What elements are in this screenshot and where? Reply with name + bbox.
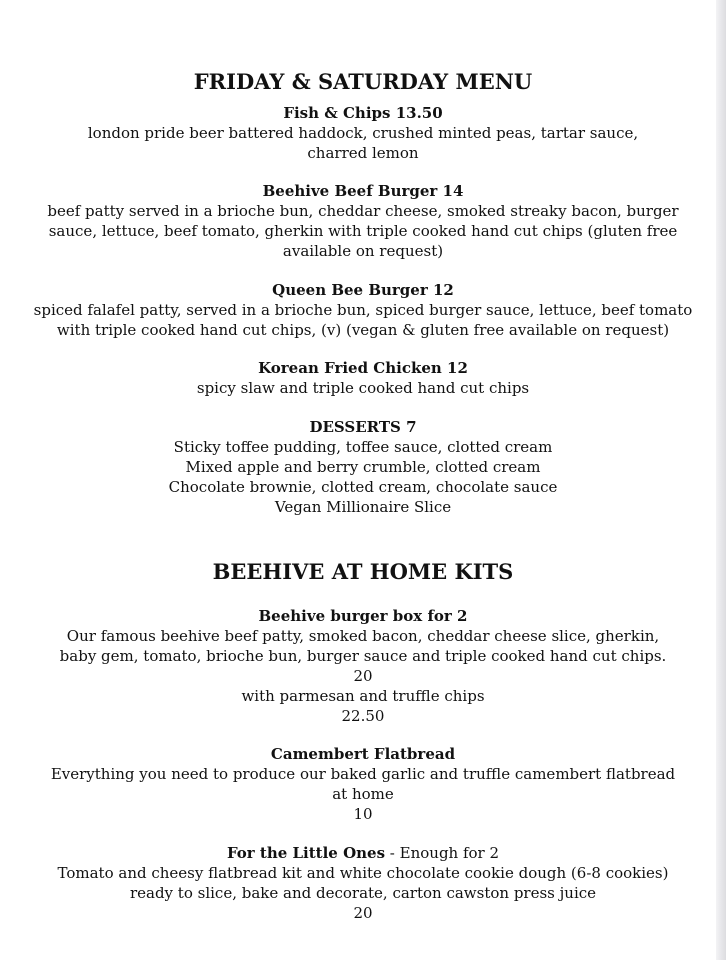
item-description-line: charred lemon — [307, 144, 419, 162]
item-price: 10 — [353, 805, 373, 823]
dessert-line: Chocolate brownie, clotted cream, chocolate sauce — [168, 478, 558, 496]
item-description-line: at home — [332, 785, 394, 803]
item-description-line: baby gem, tomato, brioche bun, burger sauce and triple cooked hand cut chips. — [59, 647, 667, 665]
item-description-line: ready to slice, bake and decorate, carton cawston press juice — [129, 884, 597, 902]
item-description-line: Our famous beehive beef patty, smoked bacon, cheddar cheese slice, gherkin, — [66, 627, 660, 645]
item-title-suffix: - Enough for 2 — [385, 844, 500, 862]
kit-item-burger-box — [0, 606, 716, 726]
item-title — [0, 843, 716, 863]
dessert-line: Vegan Millionaire Slice — [274, 498, 452, 516]
item-description-line: sauce, lettuce, beef tomato, gherkin with triple cooked hand cut chips (gluten free — [48, 222, 678, 240]
item-price: 20 — [353, 904, 373, 922]
item-title: Beehive Beef Burger 14 — [262, 182, 464, 200]
menu-title: FRIDAY & SATURDAY MENU — [193, 69, 533, 94]
dessert-line: Sticky toffee pudding, toffee sauce, clotted cream — [173, 438, 553, 456]
item-description-line: london pride beer battered haddock, crushed minted peas, tartar sauce, — [87, 124, 639, 142]
kit-item-camembert-flatbread — [0, 744, 716, 824]
item-title-bold: For the Little Ones — [226, 844, 386, 862]
item-price: 20 — [353, 667, 373, 685]
item-description-line: with parmesan and truffle chips — [241, 687, 485, 705]
item-title: Camembert Flatbread — [270, 745, 456, 763]
menu-item-beehive-beef-burger — [0, 181, 716, 261]
item-title: Fish & Chips 13.50 — [283, 104, 443, 122]
page-edge-shadow — [716, 0, 726, 960]
dessert-line: Mixed apple and berry crumble, clotted cream — [185, 458, 541, 476]
item-title: Beehive burger box for 2 — [258, 607, 468, 625]
kits-heading-block — [0, 559, 716, 585]
item-description-line: with triple cooked hand cut chips, (v) (vegan & gluten free available on request) — [56, 321, 670, 339]
menu-item-korean-fried-chicken — [0, 358, 716, 398]
menu-heading-block — [0, 69, 716, 95]
item-description-line: spicy slaw and triple cooked hand cut chips — [196, 379, 530, 397]
item-description-line: Everything you need to produce our baked garlic and truffle camembert flatbread — [50, 765, 676, 783]
kits-title: BEEHIVE AT HOME KITS — [212, 559, 514, 584]
menu-item-desserts — [0, 417, 716, 517]
menu-item-fish-and-chips — [0, 103, 716, 163]
item-description-line: beef patty served in a brioche bun, cheddar cheese, smoked streaky bacon, burger — [47, 202, 679, 220]
item-description-line: available on request) — [282, 242, 444, 260]
kit-item-little-ones — [0, 843, 716, 923]
item-title: Korean Fried Chicken 12 — [258, 359, 468, 377]
menu-item-queen-bee-burger — [0, 280, 716, 340]
item-description-line: spiced falafel patty, served in a brioche bun, spiced burger sauce, lettuce, beef tomato — [33, 301, 693, 319]
item-title: DESSERTS 7 — [309, 418, 417, 436]
item-title: Queen Bee Burger 12 — [272, 281, 454, 299]
item-description-line: Tomato and cheesy flatbread kit and white chocolate cookie dough (6-8 cookies) — [57, 864, 669, 882]
item-price: 22.50 — [341, 707, 385, 725]
